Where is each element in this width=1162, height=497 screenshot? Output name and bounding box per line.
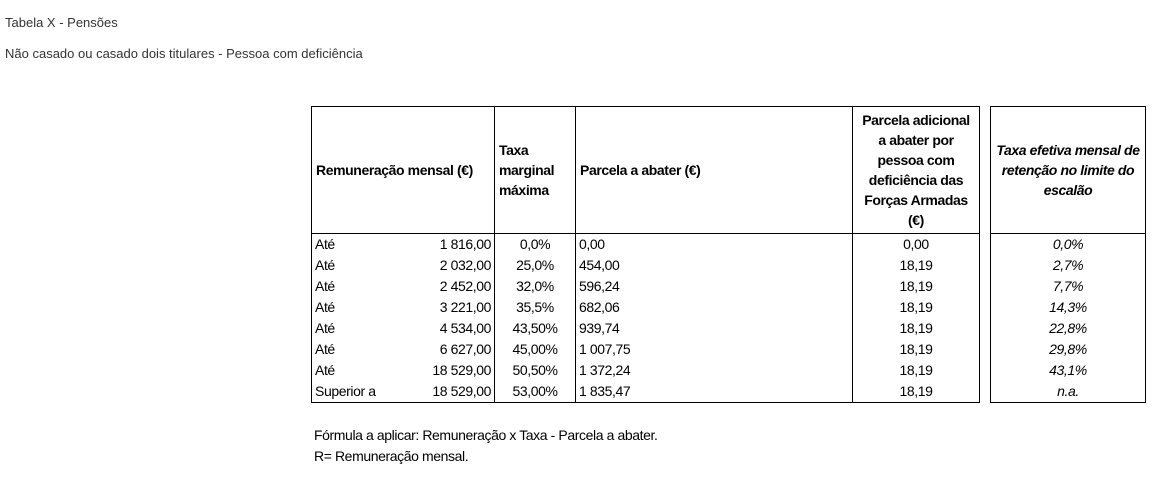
cell-deficiencia: 18,19 bbox=[853, 339, 980, 360]
cell-parcela: 1 835,47 bbox=[576, 381, 853, 403]
cell-parcela: 939,74 bbox=[576, 318, 853, 339]
formula-line: Fórmula a aplicar: Remuneração x Taxa - Parcela a abater. bbox=[314, 427, 658, 443]
formula-definition: R= Remuneração mensal. bbox=[314, 448, 469, 464]
cell-deficiencia: 18,19 bbox=[853, 297, 980, 318]
table-row bbox=[991, 381, 1146, 403]
cell-taxa-efetiva: 14,3% bbox=[991, 297, 1146, 318]
table-row bbox=[991, 297, 1146, 318]
table-body bbox=[991, 234, 1146, 403]
cell-parcela: 596,24 bbox=[576, 276, 853, 297]
cell-remuneracao: 18 529,00 bbox=[418, 381, 495, 403]
cell-label: Até bbox=[312, 318, 419, 339]
cell-remuneracao: 6 627,00 bbox=[418, 339, 495, 360]
header-parcela-deficiencia: Parcela adicional a abater por pessoa com deficiência das Forças Armadas (€) bbox=[853, 107, 980, 234]
cell-remuneracao: 3 221,00 bbox=[418, 297, 495, 318]
cell-taxa: 35,5% bbox=[495, 297, 576, 318]
cell-parcela: 1 007,75 bbox=[576, 339, 853, 360]
cell-remuneracao: 18 529,00 bbox=[418, 360, 495, 381]
effective-rate-table bbox=[990, 106, 1146, 403]
cell-remuneracao: 2 452,00 bbox=[418, 276, 495, 297]
cell-deficiencia: 18,19 bbox=[853, 381, 980, 403]
header-remuneracao: Remuneração mensal (€) bbox=[312, 107, 495, 234]
table-row bbox=[312, 339, 980, 360]
cell-remuneracao: 4 534,00 bbox=[418, 318, 495, 339]
cell-parcela: 0,00 bbox=[576, 234, 853, 256]
pension-table bbox=[311, 106, 980, 403]
cell-label: Superior a bbox=[312, 381, 419, 403]
cell-parcela: 454,00 bbox=[576, 255, 853, 276]
cell-label: Até bbox=[312, 297, 419, 318]
table-row bbox=[312, 318, 980, 339]
table-body bbox=[312, 234, 980, 403]
cell-deficiencia: 18,19 bbox=[853, 255, 980, 276]
cell-deficiencia: 18,19 bbox=[853, 318, 980, 339]
header-taxa-efetiva: Taxa efetiva mensal de retenção no limite do escalão bbox=[991, 107, 1146, 234]
cell-taxa-efetiva: 22,8% bbox=[991, 318, 1146, 339]
cell-taxa: 32,0% bbox=[495, 276, 576, 297]
cell-label: Até bbox=[312, 360, 419, 381]
table-row bbox=[991, 234, 1146, 256]
table-row bbox=[991, 360, 1146, 381]
table-header-row bbox=[312, 107, 980, 234]
table-row bbox=[312, 234, 980, 256]
cell-taxa: 45,00% bbox=[495, 339, 576, 360]
cell-taxa-efetiva: 0,0% bbox=[991, 234, 1146, 256]
table-row bbox=[991, 339, 1146, 360]
table-row bbox=[991, 276, 1146, 297]
table-row bbox=[312, 255, 980, 276]
cell-taxa: 50,50% bbox=[495, 360, 576, 381]
cell-deficiencia: 18,19 bbox=[853, 360, 980, 381]
cell-taxa: 43,50% bbox=[495, 318, 576, 339]
cell-label: Até bbox=[312, 255, 419, 276]
cell-taxa: 53,00% bbox=[495, 381, 576, 403]
cell-taxa-efetiva: n.a. bbox=[991, 381, 1146, 403]
cell-parcela: 682,06 bbox=[576, 297, 853, 318]
cell-label: Até bbox=[312, 276, 419, 297]
table-header-row bbox=[991, 107, 1146, 234]
table-row bbox=[312, 276, 980, 297]
cell-taxa: 25,0% bbox=[495, 255, 576, 276]
cell-deficiencia: 0,00 bbox=[853, 234, 980, 256]
cell-taxa-efetiva: 7,7% bbox=[991, 276, 1146, 297]
formula-note bbox=[314, 425, 657, 467]
table-row bbox=[991, 255, 1146, 276]
cell-taxa-efetiva: 29,8% bbox=[991, 339, 1146, 360]
header-parcela-abater: Parcela a abater (€) bbox=[576, 107, 853, 234]
cell-taxa-efetiva: 2,7% bbox=[991, 255, 1146, 276]
header-taxa-marginal: Taxa marginal máxima bbox=[495, 107, 576, 234]
table-row bbox=[312, 360, 980, 381]
cell-parcela: 1 372,24 bbox=[576, 360, 853, 381]
page-subtitle: Não casado ou casado dois titulares - Pessoa com deficiência bbox=[5, 46, 363, 61]
cell-taxa: 0,0% bbox=[495, 234, 576, 256]
cell-deficiencia: 18,19 bbox=[853, 276, 980, 297]
cell-remuneracao: 1 816,00 bbox=[418, 234, 495, 256]
cell-label: Até bbox=[312, 339, 419, 360]
table-row bbox=[312, 381, 980, 403]
table-row bbox=[312, 297, 980, 318]
cell-taxa-efetiva: 43,1% bbox=[991, 360, 1146, 381]
cell-remuneracao: 2 032,00 bbox=[418, 255, 495, 276]
page-title: Tabela X - Pensões bbox=[5, 15, 118, 30]
table-row bbox=[991, 318, 1146, 339]
cell-label: Até bbox=[312, 234, 419, 256]
